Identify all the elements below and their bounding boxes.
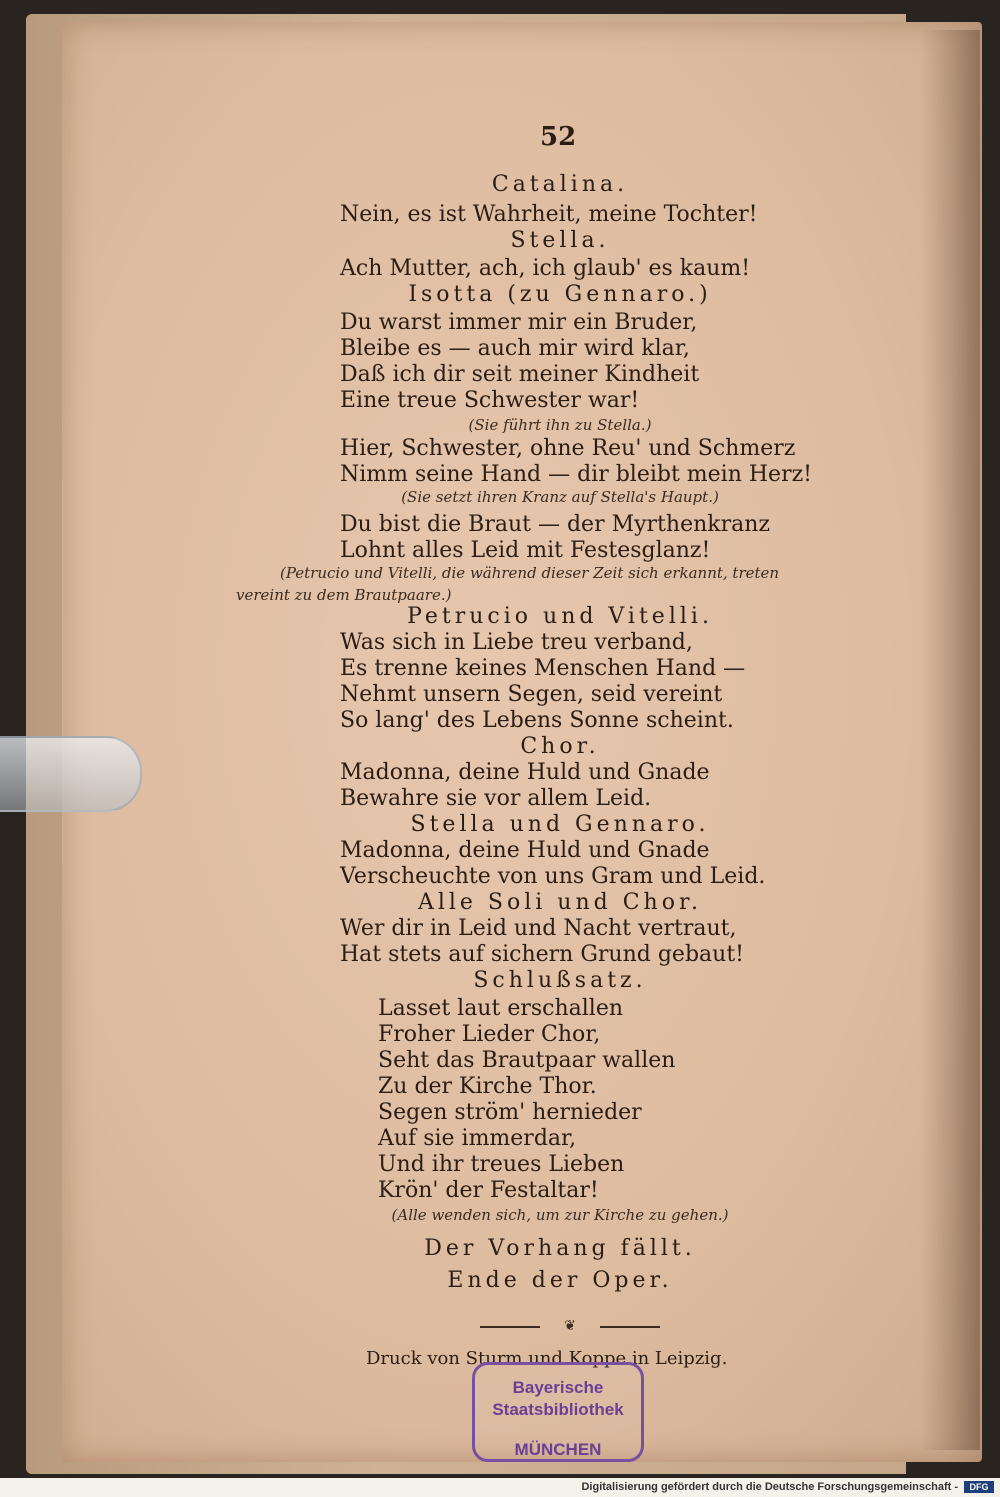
verse-line: Froher Lieder Chor, [378, 1022, 601, 1047]
verse-line: Auf sie immerdar, [378, 1126, 577, 1151]
verse-line: Hier, Schwester, ohne Reu' und Schmerz [340, 436, 796, 461]
verse-line: Eine treue Schwester war! [340, 388, 640, 413]
verse-line: Nimm seine Hand — dir bleibt mein Herz! [340, 462, 813, 487]
verse-line: Was sich in Liebe treu verband, [340, 630, 693, 655]
speaker-name: Petrucio und Vitelli. [407, 604, 713, 629]
verse-line: Du bist die Braut — der Myrthenkranz [340, 512, 770, 537]
verse-line: Krön' der Festaltar! [378, 1178, 599, 1203]
verse-line: Es trenne keines Menschen Hand — [340, 656, 746, 681]
page-gutter-shadow [920, 30, 980, 1450]
ornament-divider: ❦ [480, 1318, 660, 1334]
verse-line: Lohnt alles Leid mit Festesglanz! [340, 538, 711, 563]
page-number: 52 [540, 122, 577, 152]
verse-line: Bewahre sie vor allem Leid. [340, 786, 652, 811]
verse-line: Verscheuchte von uns Gram und Leid. [340, 864, 766, 889]
verse-line: Hat stets auf sichern Grund gebaut! [340, 942, 745, 967]
speaker-name: Schlußsatz. [473, 968, 647, 993]
stamp-line: MÜNCHEN [514, 1440, 602, 1459]
stage-direction: (Petrucio und Vitelli, die während dieser Zeit sich erkannt, treten [280, 564, 780, 582]
speaker-name: Ende der Oper. [447, 1268, 673, 1293]
speaker-name: Chor. [520, 734, 600, 759]
speaker-name: Catalina. [491, 172, 629, 197]
footer-bar [0, 1478, 1000, 1497]
printer-line: Druck von Sturm und Koppe in Leipzig. [366, 1348, 728, 1369]
stage-direction: vereint zu dem Brautpaare.) [236, 586, 452, 604]
verse-line: Seht das Brautpaar wallen [378, 1048, 676, 1073]
speaker-name: Alle Soli und Chor. [417, 890, 703, 915]
stamp-line: Staatsbibliothek [492, 1400, 624, 1419]
stage-direction: (Alle wenden sich, um zur Kirche zu gehen.) [391, 1206, 729, 1224]
verse-line: Bleibe es — auch mir wird klar, [340, 336, 690, 361]
verse-line: Ach Mutter, ach, ich glaub' es kaum! [340, 256, 751, 281]
verse-line: Und ihr treues Lieben [378, 1152, 625, 1177]
verse-line: Nehmt unsern Segen, seid vereint [340, 682, 723, 707]
verse-line: Nein, es ist Wahrheit, meine Tochter! [340, 202, 758, 227]
verse-line: Madonna, deine Huld und Gnade [340, 760, 710, 785]
verse-line: Madonna, deine Huld und Gnade [340, 838, 710, 863]
verse-line: Zu der Kirche Thor. [378, 1074, 597, 1099]
stamp-line: Bayerische [512, 1378, 604, 1397]
stage-direction: (Sie setzt ihren Kranz auf Stella's Haupt.) [401, 488, 719, 506]
verse-line: So lang' des Lebens Sonne scheint. [340, 708, 734, 733]
library-stamp [472, 1362, 644, 1462]
verse-line: Du warst immer mir ein Bruder, [340, 310, 698, 335]
page-clip [0, 736, 142, 812]
dfg-logo: DFG [964, 1481, 994, 1493]
speaker-name: Isotta (zu Gennaro.) [408, 282, 712, 307]
speaker-name: Der Vorhang fällt. [424, 1236, 696, 1261]
verse-line: Lasset laut erschallen [378, 996, 624, 1021]
verse-line: Segen ström' hernieder [378, 1100, 642, 1125]
verse-line: Daß ich dir seit meiner Kindheit [340, 362, 700, 387]
speaker-name: Stella und Gennaro. [410, 812, 710, 837]
verse-line: Wer dir in Leid und Nacht vertraut, [340, 916, 737, 941]
stage-direction: (Sie führt ihn zu Stella.) [468, 416, 652, 434]
footer-credit: Digitalisierung gefördert durch die Deutsche Forschungsgemeinschaft - [581, 1481, 958, 1493]
speaker-name: Stella. [510, 228, 610, 253]
